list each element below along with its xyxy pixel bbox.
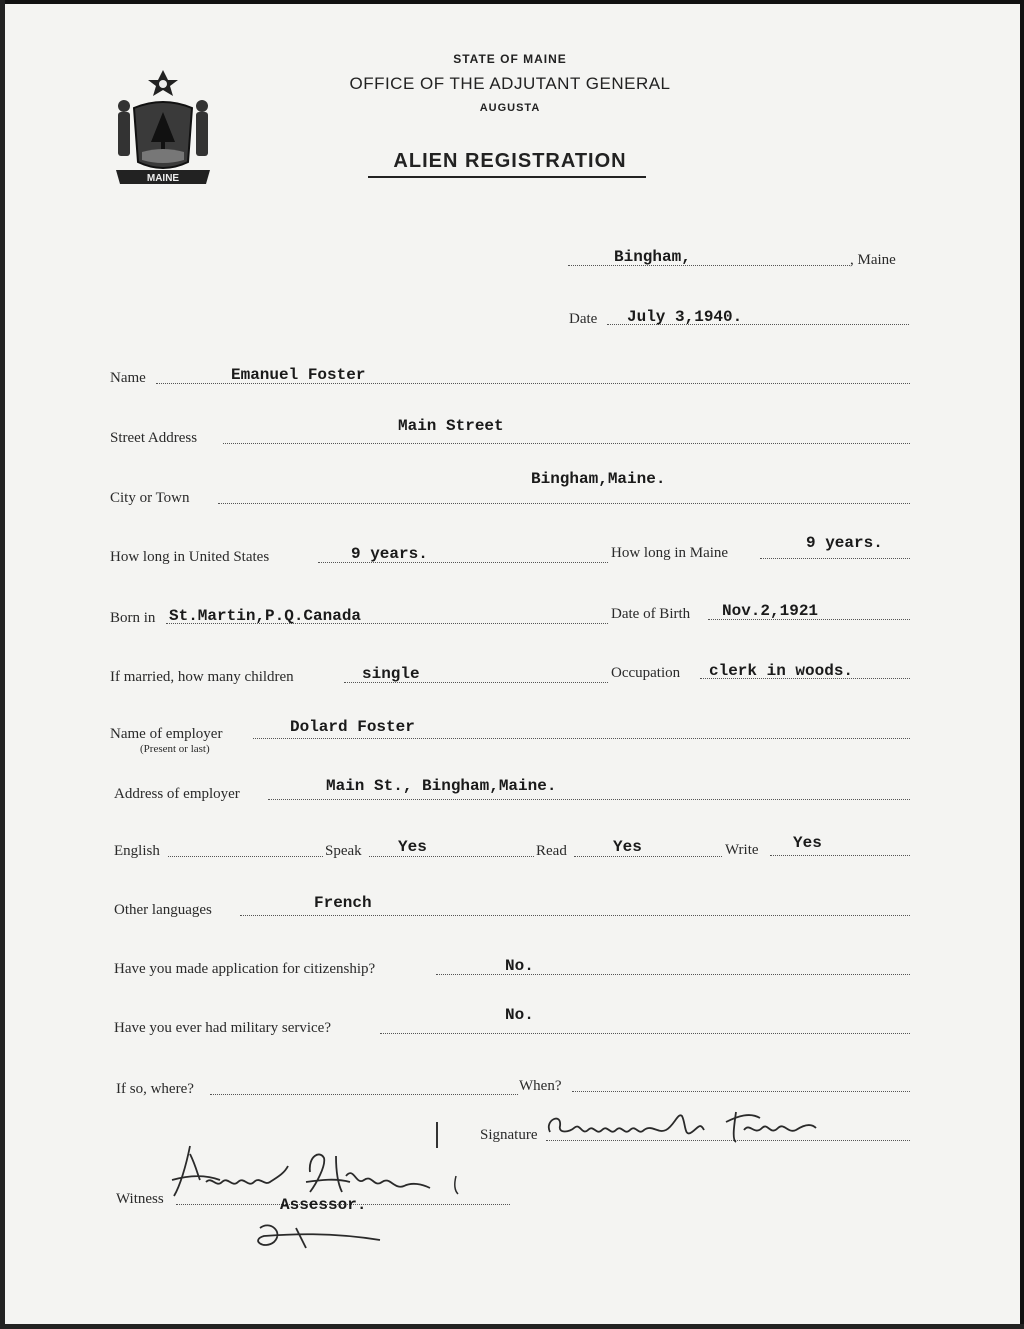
scan-border-left — [0, 0, 5, 1329]
scan-border-bottom — [0, 1324, 1024, 1329]
occupation-value: clerk in woods. — [709, 662, 854, 680]
read-label: Read — [536, 843, 567, 859]
employer-label: Name of employer — [110, 726, 223, 742]
seal-text: MAINE — [146, 173, 180, 184]
witness-title: Assessor. — [280, 1196, 367, 1214]
military-label: Have you ever had military service? — [114, 1020, 331, 1036]
employer-address-line — [268, 799, 910, 800]
born-in-label: Born in — [110, 610, 156, 626]
city-heading: AUGUSTA — [479, 102, 541, 114]
how-long-maine-value: 9 years. — [806, 534, 883, 552]
employer-address-value: Main St., Bingham,Maine. — [326, 777, 557, 795]
employer-sublabel: (Present or last) — [140, 743, 210, 755]
name-value: Emanuel Foster — [231, 366, 366, 384]
children-label: If married, how many children — [110, 669, 294, 685]
where-label: If so, where? — [116, 1081, 194, 1097]
title-underline — [368, 176, 646, 178]
write-value: Yes — [793, 834, 822, 852]
place-suffix: , Maine — [850, 252, 896, 268]
city-town-line — [218, 503, 910, 504]
place-line — [568, 265, 850, 266]
street-address-value: Main Street — [398, 417, 504, 435]
military-line — [380, 1033, 910, 1034]
where-line — [210, 1094, 518, 1095]
state-heading: STATE OF MAINE — [453, 52, 567, 66]
english-label: English — [114, 843, 160, 859]
street-address-label: Street Address — [110, 430, 198, 446]
city-town-value: Bingham,Maine. — [531, 470, 666, 488]
how-long-maine-line — [760, 558, 910, 559]
occupation-label: Occupation — [611, 665, 681, 681]
how-long-us-value: 9 years. — [351, 545, 428, 563]
form-title: ALIEN REGISTRATION — [393, 150, 627, 172]
scan-border-right — [1020, 0, 1024, 1329]
other-languages-value: French — [314, 894, 372, 912]
children-value: single — [362, 665, 420, 683]
write-label: Write — [725, 842, 759, 858]
date-of-birth-label: Date of Birth — [611, 606, 691, 622]
office-heading: OFFICE OF THE ADJUTANT GENERAL — [349, 74, 671, 93]
speak-value: Yes — [398, 838, 427, 856]
how-long-us-label: How long in United States — [110, 549, 270, 565]
read-line — [574, 856, 722, 857]
read-value: Yes — [613, 838, 642, 856]
write-line — [770, 855, 910, 856]
born-in-value: St.Martin,P.Q.Canada — [169, 607, 362, 625]
how-long-maine-label: How long in Maine — [611, 545, 729, 561]
applicant-signature — [540, 1102, 840, 1152]
date-label: Date — [569, 311, 598, 327]
citizenship-label: Have you made application for citizenship? — [114, 961, 376, 977]
when-line — [572, 1091, 910, 1092]
scan-border-top — [0, 0, 1024, 4]
witness-label: Witness — [116, 1191, 164, 1207]
employer-line — [253, 738, 910, 739]
citizenship-value: No. — [505, 957, 534, 975]
english-line — [168, 856, 323, 857]
date-value: July 3,1940. — [627, 308, 743, 326]
other-languages-label: Other languages — [114, 902, 212, 918]
other-languages-line — [240, 915, 910, 916]
place-value: Bingham, — [614, 248, 691, 266]
date-of-birth-value: Nov.2,1921 — [722, 602, 819, 620]
military-value: No. — [505, 1006, 534, 1024]
employer-address-label: Address of employer — [114, 786, 240, 802]
employer-value: Dolard Foster — [290, 718, 415, 736]
street-address-line — [223, 443, 910, 444]
signature-label: Signature — [480, 1127, 538, 1143]
name-label: Name — [110, 370, 146, 386]
speak-line — [369, 856, 534, 857]
city-town-label: City or Town — [110, 490, 190, 506]
speak-label: Speak — [325, 843, 362, 859]
state-seal-icon — [108, 66, 218, 190]
when-label: When? — [519, 1078, 562, 1094]
